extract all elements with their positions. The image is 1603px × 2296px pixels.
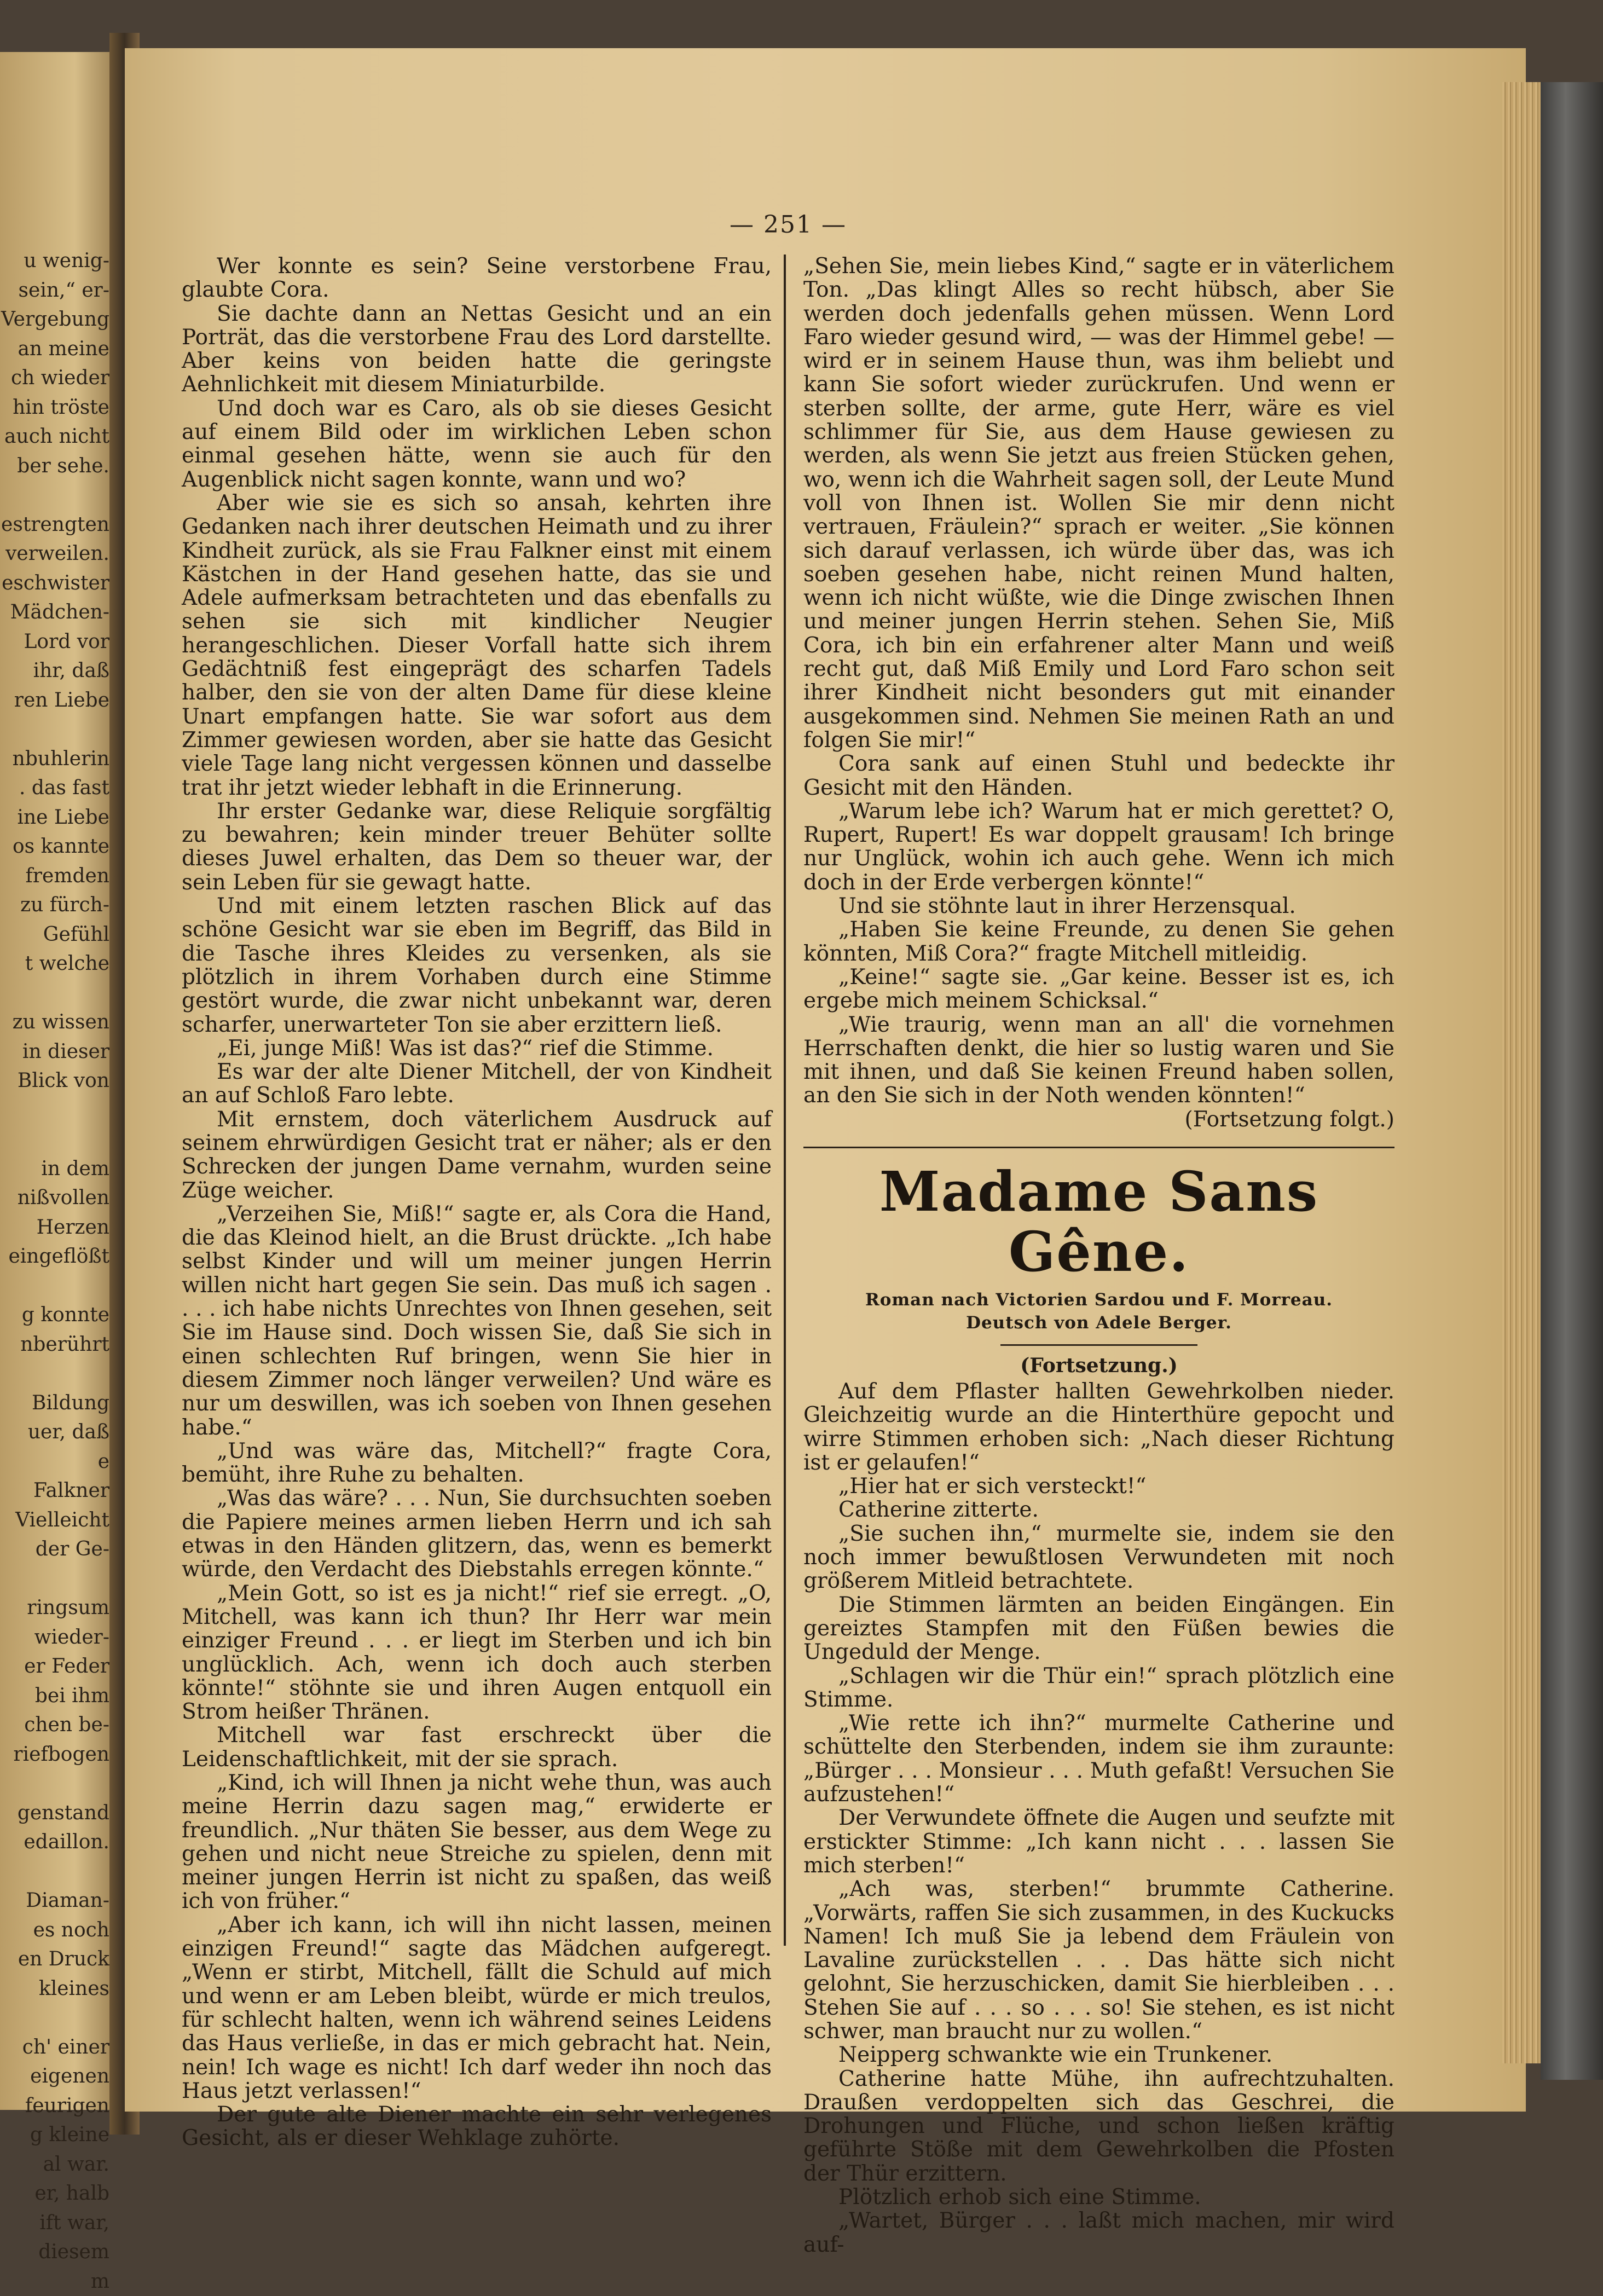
left-page-line: edaillon. xyxy=(0,1827,109,1857)
left-page-line: Diaman- xyxy=(0,1886,109,1916)
paragraph: „Wartet, Bürger . . . laßt mich machen, mir wird auf- xyxy=(803,2209,1394,2257)
paragraph: Und sie stöhnte laut in ihrer Herzensqual. xyxy=(803,894,1394,918)
left-page-line: ine Liebe xyxy=(0,803,109,832)
left-page-line: g konnte xyxy=(0,1300,109,1330)
continuation-label: (Fortsetzung.) xyxy=(803,1354,1394,1378)
left-page-line xyxy=(0,715,109,744)
left-page-line: Falkner xyxy=(0,1476,109,1506)
left-page-line: in dem xyxy=(0,1154,109,1184)
left-page-line: eschwister xyxy=(0,569,109,598)
left-page-line: al war. xyxy=(0,2150,109,2179)
left-page-line xyxy=(0,1564,109,1594)
paragraph: Sie dachte dann an Nettas Gesicht und an ein Porträt, das die verstorbene Frau des Lord darstellte. Aber keins von beiden hatte die geringste Aehnlichkeit mit diesem Miniaturbilde. xyxy=(182,302,772,397)
left-page-line xyxy=(0,2003,109,2033)
paragraph: „Verzeihen Sie, Miß!“ sagte er, als Cora die Hand, die das Kleinod hielt, an die Brust drückte. „Ich habe selbst Kinder und will um meiner jungen Herrin willen nicht hart gegen Sie sein. Das muß ich sagen . . . . ich habe nichts Unrechtes von Ihnen gesehen, seit Sie im Hause sind. Doch wissen Sie, daß Sie sich in einen schlechten Ruf bringen, wenn Sie hier in diesem Zimmer noch länger verweilen? Und wäre es nur um deswillen, was ich soeben von Ihnen gesehen habe.“ xyxy=(182,1202,772,1439)
paragraph: Mit ernstem, doch väterlichem Ausdruck auf seinem ehrwürdigen Gesicht trat er näher; als er den Schrecken der jungen Dame vernahm, wurden seine Züge weicher. xyxy=(182,1108,772,1202)
paragraph: Catherine hatte Mühe, ihn aufrechtzuhalten. Draußen verdoppelten sich das Geschrei, die Drohungen und Flüche, und schon ließen kräftig geführte Stöße mit dem Gewehrkolben die Pfosten der Thür erzittern. xyxy=(803,2067,1394,2185)
paragraph: „Haben Sie keine Freunde, zu denen Sie gehen könnten, Miß Cora?“ fragte Mitchell mitleidig. xyxy=(803,918,1394,965)
left-page-line: in dieser xyxy=(0,1037,109,1067)
left-page-line: eigenen xyxy=(0,2062,109,2091)
paragraph: „Ach was, sterben!“ brummte Catherine. „Vorwärts, raffen Sie sich zusammen, in des Kuckucks Namen! Ich muß Sie ja lebend dem Fräulein von Lavaline zurückstellen . . . Das hätte sich nicht gelohnt, Sie herzuschicken, damit Sie hierbleiben . . . Stehen Sie auf . . . so . . . so! Sie stehen, es ist nicht schwer, man braucht nur zu wollen.“ xyxy=(803,1877,1394,2043)
left-page-line: ihr, daß xyxy=(0,656,109,686)
story-title: Madame Sans Gêne. xyxy=(803,1161,1394,1282)
paragraph: Mitchell war fast erschreckt über die Leidenschaftlichkeit, mit der sie sprach. xyxy=(182,1724,772,1771)
paragraph: „Schlagen wir die Thür ein!“ sprach plötzlich eine Stimme. xyxy=(803,1664,1394,1712)
left-page-line: Gefühl xyxy=(0,920,109,950)
last-paragraph xyxy=(803,1013,1394,1108)
left-page-line: u wenig- xyxy=(0,246,109,276)
left-page-line: ch wieder xyxy=(0,363,109,393)
left-page-line: m xyxy=(0,2267,109,2296)
left-page-line: g kleine xyxy=(0,2120,109,2150)
paragraph: „Kind, ich will Ihnen ja nicht wehe thun, was auch meine Herrin dazu sagen mag,“ erwiderte er freundlich. „Nur thäten Sie besser, aus dem Wege zu gehen und nicht neue Streiche zu spielen, denn mit meiner jungen Herrin ist nicht zu spaßen, das weiß ich von früher.“ xyxy=(182,1771,772,1913)
paragraph: Es war der alte Diener Mitchell, der von Kindheit an auf Schloß Faro lebte. xyxy=(182,1060,772,1108)
left-page-line: Vergebung xyxy=(0,305,109,334)
left-page-line: zu fürch- xyxy=(0,890,109,920)
to-be-continued: (Fortsetzung folgt.) xyxy=(803,1108,1394,1131)
left-page-line: ringsum xyxy=(0,1593,109,1623)
left-page-text-fragments xyxy=(0,246,109,2296)
paragraph: „Wie rette ich ihn?“ murmelte Catherine und schüttelte den Sterbenden, indem sie ihm zuraunte: „Bürger . . . Monsieur . . . Muth gefaßt! Versuchen Sie aufzustehen!“ xyxy=(803,1711,1394,1806)
left-page-line: es noch xyxy=(0,1916,109,1945)
left-page-line: Herzen xyxy=(0,1213,109,1242)
story-text-start xyxy=(803,1380,1394,2257)
left-page-line: nbuhlerin xyxy=(0,744,109,774)
paragraph: Der Verwundete öffnete die Augen und seufzte mit erstickter Stimme: „Ich kann nicht . . . lassen Sie mich sterben!“ xyxy=(803,1806,1394,1877)
left-page-line: Bildung xyxy=(0,1389,109,1418)
left-page-line: chen be- xyxy=(0,1710,109,1740)
paragraph: „Sie suchen ihn,“ murmelte sie, indem sie den noch immer bewußtlosen Verwundeten mit noch größerem Mitleid betrachtete. xyxy=(803,1522,1394,1593)
left-page-line: e xyxy=(0,1447,109,1477)
left-page-line: eingeflößt xyxy=(0,1242,109,1271)
paragraph: „Aber ich kann, ich will ihn nicht lassen, meinen einzigen Freund!“ sagte das Mädchen aufgeregt. „Wenn er stirbt, Mitchell, fällt die Schuld auf mich und wenn er am Leben bleibt, würde er mich treulos, für schlecht halten, wenn ich während seines Leidens das Haus verließe, in das er mich gebracht hat. Nein, nein! Ich wage es nicht! Ich darf weder ihn noch das Haus jetzt verlassen!“ xyxy=(182,1913,772,2103)
left-page-line: estrengten xyxy=(0,510,109,540)
left-page-line xyxy=(0,1125,109,1154)
left-page-line xyxy=(0,1769,109,1798)
paragraph: Cora sank auf einen Stuhl und bedeckte ihr Gesicht mit den Händen. xyxy=(803,752,1394,800)
paragraph: Und doch war es Caro, als ob sie dieses Gesicht auf einem Bild oder im wirklichen Leben schon einmal gesehen hätte, wenn sie auch für den Augenblick nicht sagen konnte, wann und wo? xyxy=(182,397,772,491)
paragraph: Und mit einem letzten raschen Blick auf das schöne Gesicht war sie eben im Begriff, das Bild in die Tasche ihres Kleides zu versenken, als sie plötzlich in ihrem Vorhaben durch eine Stimme gestört wurde, die zwar nicht unbekannt war, deren scharfer, unerwarteter Ton sie aber erzittern ließ. xyxy=(182,894,772,1037)
last-paragraph-text: „Wie traurig, wenn man an all' die vornehmen Herrschaften denkt, die hier so lustig waren und Sie mit ihnen, und daß Sie keinen Freund haben sollen, an den Sie sich in der Noth wenden könnten!“ xyxy=(803,1013,1394,1108)
paragraph: „Was das wäre? . . . Nun, Sie durchsuchten soeben die Papiere meines armen lieben Herrn und ich sah etwas in den Händen glitzern, das, wenn es bemerkt würde, den Verdacht des Diebstahls erregen könnte.“ xyxy=(182,1487,772,1581)
left-page-line: hin tröste xyxy=(0,393,109,423)
paragraph: Aber wie sie es sich so ansah, kehrten ihre Gedanken nach ihrer deutschen Heimath und zu ihrer Kindheit zurück, als sie Frau Falkner einst mit einem Kästchen in der Hand gesehen hatte, das sie und Adele aufmerksam betrachteten und das ebenfalls zu sehen sie sich mit kindlicher Neugier herangeschlichen. Dieser Vorfall hatte sich ihrem Gedächtniß fest eingeprägt des scharfen Tadels halber, den sie von der alten Dame für diese kleine Unart empfangen hatte. Sie war sofort aus dem Zimmer gewiesen worden, aber sie hatte das Gesicht viele Tage lang nicht vergessen können und dasselbe trat ihr jetzt wieder lebhaft in die Erinnerung. xyxy=(182,491,772,800)
text-column-left xyxy=(182,255,772,2150)
text-column-right xyxy=(803,255,1394,2257)
left-page-line: Lord vor xyxy=(0,627,109,657)
left-page-line: Mädchen- xyxy=(0,598,109,627)
paragraph: Catherine zitterte. xyxy=(803,1498,1394,1522)
byline-author: Roman nach Victorien Sardou und F. Morreau. xyxy=(803,1288,1394,1311)
left-page-line: . das fast xyxy=(0,773,109,803)
left-page-line: sein,“ er- xyxy=(0,276,109,305)
left-page-line: genstand xyxy=(0,1798,109,1828)
left-page-line xyxy=(0,1857,109,1887)
left-page-line: nberührt xyxy=(0,1330,109,1360)
left-page-line: diesem xyxy=(0,2237,109,2267)
left-page-line: ren Liebe xyxy=(0,686,109,715)
byline-translator: Deutsch von Adele Berger. xyxy=(803,1311,1394,1334)
left-page-line: en Druck xyxy=(0,1945,109,1974)
left-page-line: Vielleicht xyxy=(0,1506,109,1535)
paragraph: Die Stimmen lärmten an beiden Eingängen. Ein gereiztes Stampfen mit den Füßen bewies die Ungeduld der Menge. xyxy=(803,1593,1394,1664)
title-rule xyxy=(803,1147,1394,1152)
left-page-line xyxy=(0,1096,109,1125)
paragraph: Neipperg schwankte wie ein Trunkener. xyxy=(803,2043,1394,2067)
byline-rule xyxy=(1000,1344,1197,1346)
left-page-line: kleines xyxy=(0,1974,109,2004)
paragraph: „Sehen Sie, mein liebes Kind,“ sagte er in väterlichem Ton. „Das klingt Alles so recht hübsch, aber Sie werden doch jedenfalls gehen müssen. Wenn Lord Faro wieder gesund wird, — was der Himmel gebe! — wird er in seinem Hause thun, was ihm beliebt und kann Sie sofort wieder zurückrufen. Und wenn er sterben sollte, der arme, gute Herr, wäre es viel schlimmer für Sie, aus dem Hause gewiesen zu werden, als wenn Sie jetzt aus freien Stücken gehen, wo, wenn ich die Wahrheit sagen soll, der Leute Mund voll von Ihnen ist. Wollen Sie mir denn nicht vertrauen, Fräulein?“ sprach er weiter. „Sie können sich darauf verlassen, ich würde über das, was ich soeben gesehen habe, nicht reinen Mund halten, wenn ich nicht wüßte, wie die Dinge zwischen Ihnen und meiner jungen Herrin stehen. Sehen Sie, Miß Cora, ich bin ein erfahrener alter Mann und weiß recht gut, daß Miß Emily und Lord Faro schon seit ihrer Kindheit nicht besonders gut mit einander ausgekommen sind. Nehmen Sie meinen Rath an und folgen Sie mir!“ xyxy=(803,255,1394,752)
paragraph: „Warum lebe ich? Warum hat er mich gerettet? O, Rupert, Rupert! Es war doppelt grausam! Ich bringe nur Unglück, wohin ich auch gehe. Wenn ich mich doch in der Erde verbergen könnte!“ xyxy=(803,800,1394,894)
left-page-line: der Ge- xyxy=(0,1535,109,1564)
paragraph: „Hier hat er sich versteckt!“ xyxy=(803,1474,1394,1498)
left-page-line: Blick von xyxy=(0,1066,109,1096)
left-page-line: t welche xyxy=(0,949,109,979)
left-page-line: nißvollen xyxy=(0,1183,109,1213)
left-page-line: an meine xyxy=(0,334,109,364)
left-page-line: uer, daß xyxy=(0,1418,109,1447)
left-page-line: os kannte xyxy=(0,832,109,861)
left-page-line xyxy=(0,979,109,1008)
left-page-line: fremden xyxy=(0,861,109,891)
paragraph: Plötzlich erhob sich eine Stimme. xyxy=(803,2185,1394,2209)
left-page-line: ber sehe. xyxy=(0,452,109,481)
left-page-line: ch' einer xyxy=(0,2033,109,2062)
left-page-line xyxy=(0,1271,109,1301)
page-number: — 251 — xyxy=(722,211,854,239)
left-page-line: zu wissen xyxy=(0,1008,109,1037)
left-page-line: wieder- xyxy=(0,1623,109,1652)
paragraph: „Und was wäre das, Mitchell?“ fragte Cora, bemüht, ihre Ruhe zu behalten. xyxy=(182,1439,772,1487)
paragraph: „Keine!“ sagte sie. „Gar keine. Besser ist es, ich ergebe mich meinem Schicksal.“ xyxy=(803,965,1394,1013)
left-page-line: verweilen. xyxy=(0,539,109,569)
paragraph: „Ei, junge Miß! Was ist das?“ rief die Stimme. xyxy=(182,1037,772,1060)
left-page-line xyxy=(0,1359,109,1389)
left-page-line: ift war, xyxy=(0,2208,109,2238)
left-page-line: er Feder xyxy=(0,1652,109,1681)
paragraph: Wer konnte es sein? Seine verstorbene Frau, glaubte Cora. xyxy=(182,255,772,302)
paragraph: Auf dem Pflaster hallten Gewehrkolben nieder. Gleichzeitig wurde an die Hinterthüre gepocht und wirre Stimmen erhoben sich: „Nach dieser Richtung ist er gelaufen!“ xyxy=(803,1380,1394,1474)
left-page-line: er, halb xyxy=(0,2179,109,2208)
book-cover xyxy=(1541,82,1603,2080)
left-page-line: auch nicht xyxy=(0,422,109,452)
paragraph: „Mein Gott, so ist es ja nicht!“ rief sie erregt. „O, Mitchell, was kann ich thun? Ihr Herr war mein einziger Freund . . . er liegt im Sterben und ich bin unglücklich. Ach, wenn ich doch auch sterben könnte!“ stöhnte sie und ihren Augen entquoll ein Strom heißer Thränen. xyxy=(182,1582,772,1724)
paragraph: Ihr erster Gedanke war, diese Reliquie sorgfältig zu bewahren; kein minder treuer Behüter sollte dieses Juwel erhalten, das Dem so theuer war, der sein Leben für sie gewagt hatte. xyxy=(182,800,772,894)
column-rule xyxy=(784,255,786,1946)
left-page-line xyxy=(0,481,109,510)
left-page-line: bei ihm xyxy=(0,1681,109,1711)
left-page-line: feurigen xyxy=(0,2091,109,2121)
paragraph: Der gute alte Diener machte ein sehr verlegenes Gesicht, als er dieser Wehklage zuhörte. xyxy=(182,2103,772,2150)
story-text-end xyxy=(803,255,1394,1013)
left-page-line: riefbogen xyxy=(0,1740,109,1769)
